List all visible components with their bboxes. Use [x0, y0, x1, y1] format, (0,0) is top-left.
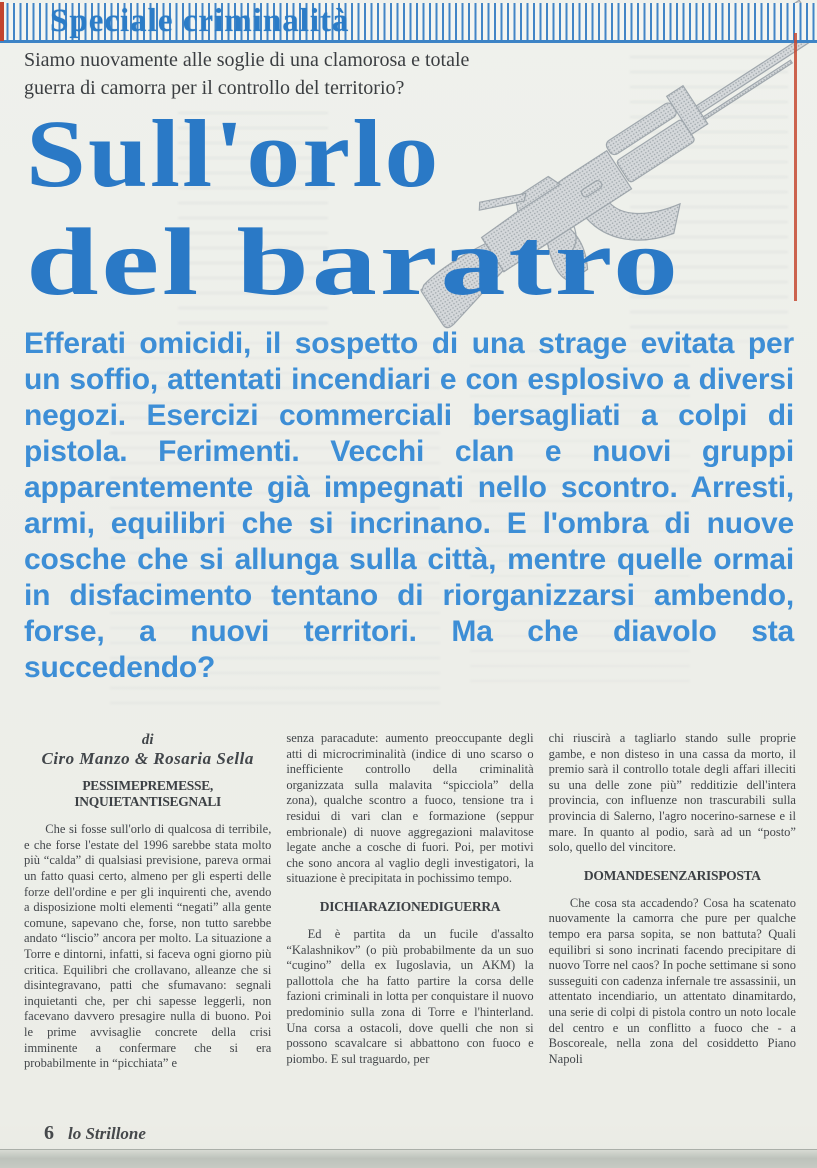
- body-paragraph: Che si fosse sull'orlo di qualcosa di terribile, e che forse l'estate del 1996 sarebbe stata molto più “calda” di qualsiasi previsione, pareva ormai un fatto quasi certo, almeno per gli esperti delle forze dell'ordine e per gli inquirenti che, avendo a disposizione molti elementi “negati” alla gente comune, sapevano che, forse, non tutto sarebbe andato “liscio” ancora per molto. La situazione a Torre e dintorni, infatti, si faceva ogni giorno più critica. Equilibri che crollavano, alleanze che si disintegravano, patti che sfumavano: segnali inquietanti che, per chi sapesse leggerli, non facevano davvero presagire nulla di buono. Poi le prime avvisaglie concrete della crisi imminente a confermare che si era probabilmente in “picchiata” e: [24, 822, 272, 1071]
- headline: [26, 100, 681, 315]
- body-paragraph: chi riuscirà a tagliarlo stando sulle proprie gambe, e non disteso in una cassa da morto, il premio sarà il controllo totale degli affari illeciti su una delle zone più” redditizie dell'intera provincia, con influenze non trascurabili sulla provincia di Salerno, l'agro nocerino-sarnese e il mare. In quanto al podio, sarà ad un “posto” solo, quello del vincitore.: [548, 731, 796, 855]
- column-3: [549, 731, 796, 1123]
- column-2: [286, 731, 533, 1123]
- body-paragraph: senza paracadute: aumento preoccupante degli atti di microcriminalità (indice di uno scarso o inefficiente controllo della criminalità organizzata sulla malavita “spicciola” della zona), qualche scontro a fuoco, tensione tra i residui di vari clan e formazione (seppur embrionale) di nuove aggregazioni malavitose legate anche a cosche di fuori. Poi, per motivi che sono ancora al vaglio degli investigatori, la situazione è precipitata in pochissimo tempo.: [286, 731, 534, 886]
- byline: [24, 733, 271, 766]
- body-paragraph: Ed è partita da un fucile d'assalto “Kalashnikov” (o più probabilmente da un suo “cugino” della ex Iugoslavia, un AKM) la pallottola che ha fatto partire la corsa delle fazioni criminali in lotta per conquistare il nuovo predominio sulla zona di Torre e l'hinterland. Una corsa a ostacoli, dove quelli che non si possono scavalcare si abbattono con fuoco e piombo. E sul traguardo, per: [286, 926, 534, 1066]
- column-1: [24, 731, 271, 1123]
- section-kicker: Speciale criminalità: [50, 3, 350, 39]
- page-footer: [44, 1122, 146, 1145]
- scan-edge-mark-right: [794, 33, 797, 301]
- scanner-edge-strip: [0, 1149, 817, 1168]
- lede-paragraph: Efferati omicidi, il sospetto di una strage evitata per un soffio, attentati incendiari e con esplosivo a diversi negozi. Esercizi commerciali bersagliati a colpi di pistola. Ferimenti. Vecchi clan e nuovi gruppi apparentemente già impegnati nello scontro. Arresti, armi, equilibri che si incrinano. E l'ombra di nuove cosche che si allunga sulla città, mentre quelle ormai in disfacimento tentano di riorganizzarsi ambendo, forse, a nuovi territori. Ma che diavolo sta succedendo?: [24, 327, 794, 684]
- section-heading-3: DOMANDESENZARISPOSTA: [583, 867, 761, 883]
- section-heading-1: PESSIMEPREMESSE, INQUIETANTISEGNALI: [74, 778, 221, 810]
- byline-prefix: di: [141, 732, 154, 748]
- headline-line1: Sull'orlo: [26, 100, 441, 207]
- header-underline: [0, 40, 817, 43]
- section-heading-2: DICHIARAZIONEDIGUERRA: [319, 898, 501, 914]
- headline-line2: del baratro: [26, 208, 681, 315]
- publication-name: lo Strillone: [68, 1124, 146, 1143]
- scan-edge-mark-left: [0, 2, 4, 41]
- byline-authors: Ciro Manzo & Rosaria Sella: [41, 748, 254, 768]
- standfirst: Siamo nuovamente alle soglie di una clamorosa e totale guerra di camorra per il controllo del territorio?: [24, 49, 470, 99]
- page-number: 6: [44, 1122, 54, 1144]
- body-paragraph: Che cosa sta accadendo? Cosa ha scatenato nuovamente la camorra che pure per qualche tempo era parsa sopita, se non battuta? Quali equilibri si sono incrinati facendo precipitare di nuovo Torre nel caos? In poche settimane si sono susseguiti con cadenza infernale tre assassinii, un attentato incendiario, un attentato dinamitardo, una serie di colpi di pistola contro un noto locale del centro e un conflitto a fuoco che - a Boscoreale, nella zona del cosiddetto Piano Napoli: [548, 895, 796, 1066]
- article-body: [24, 731, 796, 1123]
